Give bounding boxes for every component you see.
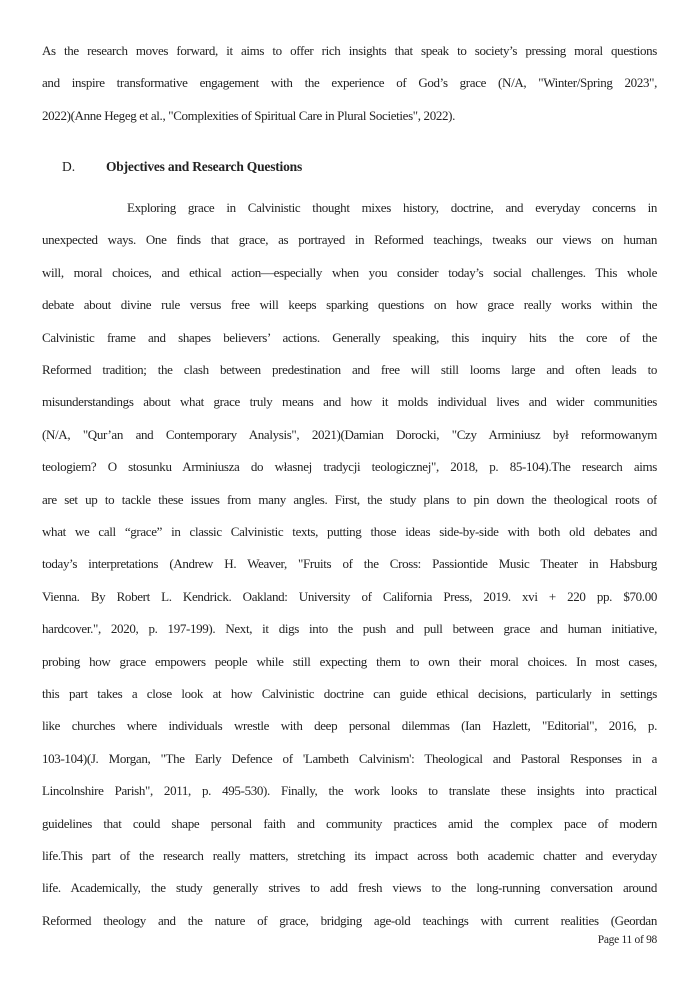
text-line: guidelines that could shape personal faith and community practices amid the complex pace of modern bbox=[42, 815, 657, 831]
text-line: Reformed tradition; the clash between predestination and free will still looms large and often leads to bbox=[42, 362, 657, 377]
text-line: what we call “grace” in classic Calvinistic texts, putting those ideas side-by-side with both old debates and bbox=[42, 524, 657, 539]
text-line: probing how grace empowers people while still expecting them to own their moral choices. In most cases, bbox=[42, 653, 657, 669]
text-line: misunderstandings about what grace truly means and how it molds individual lives and wider communities bbox=[42, 394, 657, 410]
text-line: teologiem? O stosunku Arminiusza do własnej tradycji teologicznej", 2018, p. 85-104).The research aims bbox=[42, 459, 657, 475]
text-line: life.This part of the research really matters, stretching its impact across both academic chatter and everyday bbox=[42, 848, 657, 863]
text-line: debate about divine rule versus free will keeps sparking questions on how grace really works within the bbox=[42, 297, 657, 313]
text-line: Lincolnshire Parish", 2011, p. 495-530). Finally, the work looks to translate these insights into practical bbox=[42, 783, 657, 799]
text-line: today’s interpretations (Andrew H. Weaver, "Fruits of the Cross: Passiontide Music Theater in Habsburg bbox=[42, 556, 657, 572]
text-line: life. Academically, the study generally strives to add fresh views to the long-running conversation around bbox=[42, 880, 657, 896]
text-line: Calvinistic frame and shapes believers’ actions. Generally speaking, this inquiry hits the core of the bbox=[42, 329, 657, 345]
text-line: this part takes a close look at how Calvinistic doctrine can guide ethical decisions, particularly in settings bbox=[42, 686, 657, 701]
text-line: Exploring grace in Calvinistic thought mixes history, doctrine, and everyday concerns in bbox=[127, 200, 657, 215]
text-line: hardcover.", 2020, p. 197-199). Next, it digs into the push and pull between grace and human initiative, bbox=[42, 621, 657, 637]
text-line: are set up to tackle these issues from many angles. First, the study plans to pin down the theological roots of bbox=[42, 491, 657, 507]
text-line: unexpected ways. One finds that grace, as portrayed in Reformed teachings, tweaks our views on human bbox=[42, 232, 657, 248]
text-line: Vienna. By Robert L. Kendrick. Oakland: University of California Press, 2019. xvi + 220 pp. $70.00 bbox=[42, 588, 657, 604]
text-line: (N/A, "Qur’an and Contemporary Analysis", 2021)(Damian Dorocki, "Czy Arminiusz był reformowanym bbox=[42, 426, 657, 442]
text-line: 2022)(Anne Hegeg et al., "Complexities of Spiritual Care in Plural Societies", 2022). bbox=[42, 108, 456, 123]
text-line: like churches where individuals wrestle with deep personal dilemmas (Ian Hazlett, "Editorial", 2016, p. bbox=[42, 718, 657, 734]
text-line: will, moral choices, and ethical action—especially when you consider today’s social challenges. This whole bbox=[42, 264, 657, 280]
section-letter: D. bbox=[62, 159, 76, 174]
text-line: 103-104)(J. Morgan, "The Early Defence of 'Lambeth Calvinism': Theological and Pastoral Responses in a bbox=[42, 750, 657, 766]
text-line: As the research moves forward, it aims to offer rich insights that speak to society’s pressing moral questions bbox=[42, 43, 657, 58]
section-heading: Objectives and Research Questions bbox=[106, 159, 303, 174]
page-number: Page 11 of 98 bbox=[597, 934, 657, 946]
text-line: Reformed theology and the nature of grace, bridging age-old teachings with current realities (Geordan bbox=[42, 912, 657, 928]
text-line: and inspire transformative engagement with the experience of God’s grace (N/A, "Winter/Spring 2023", bbox=[42, 75, 657, 90]
